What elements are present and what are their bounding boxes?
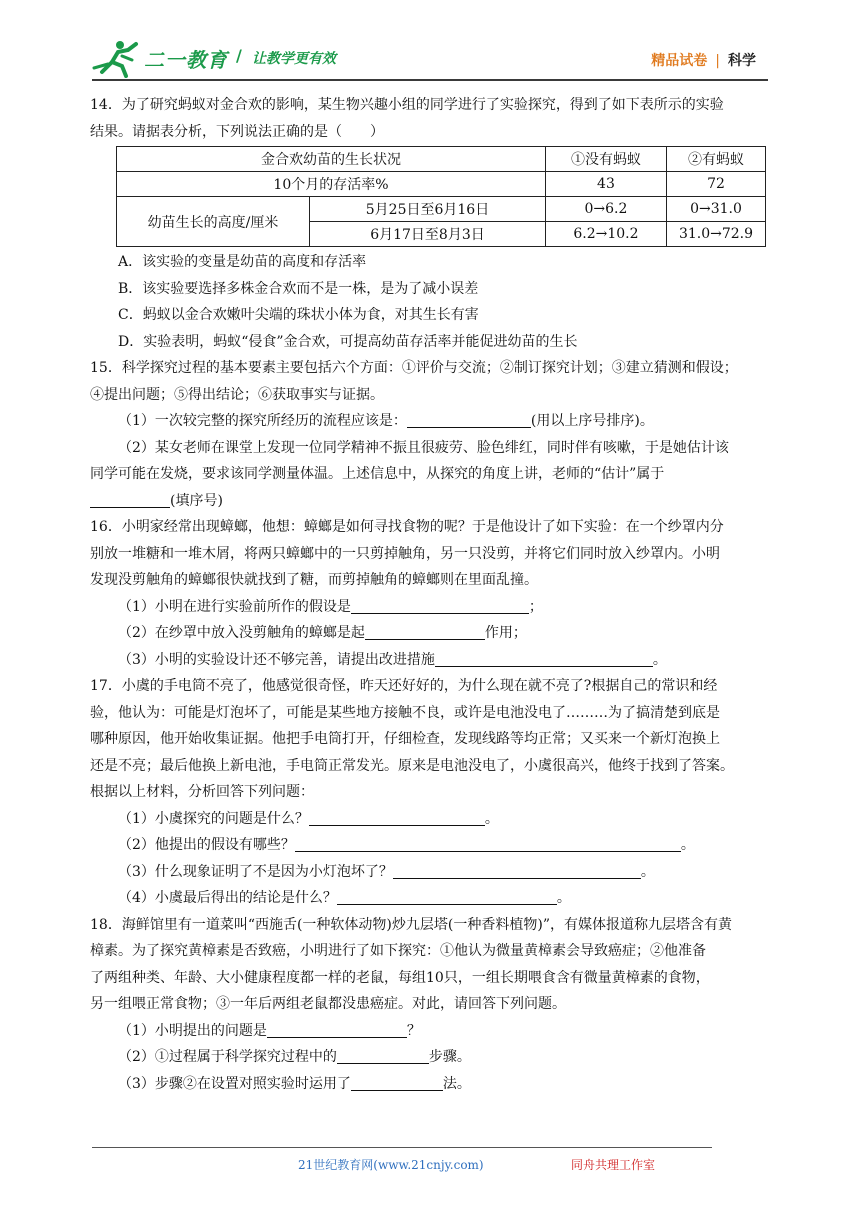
answer-blank[interactable] xyxy=(337,1047,429,1064)
q17-stem-line2: 验，他认为：可能是灯泡坏了，可能是某些地方接触不良，或许是电池没电了………为了搞清楚到底是 xyxy=(90,704,720,721)
q17-sub-end: 。 xyxy=(484,810,499,827)
table-header-cell: 金合欢幼苗的生长状况 xyxy=(117,147,546,172)
answer-blank[interactable] xyxy=(365,623,485,640)
q17-stem-line3: 哪种原因，他开始收集证据。他把手电筒打开，仔细检查，发现线路等均正常；又买来一个新灯泡换上 xyxy=(90,731,720,747)
question-14 xyxy=(90,92,770,355)
answer-blank[interactable] xyxy=(309,809,485,826)
q17-stem-line5: 根据以上材料，分析回答下列问题： xyxy=(90,784,314,800)
q18-sub1-text: （1）小明提出的问题是 xyxy=(118,1022,267,1039)
q15-sub2-line2: 同学可能在发烧，要求该同学测量体温。上述信息中，从探究的角度上讲，老师的“估计”属于 xyxy=(90,466,665,482)
question-16 xyxy=(90,514,770,673)
q18-stem-line1: 18．海鲜馆里有一道菜叫“西施舌(一种软体动物)炒九层塔(一种香料植物)”，有媒体报道称九层塔含有黄 xyxy=(90,916,732,933)
q16-stem-line1: 16．小明家经常出现蟑螂，他想：蟑螂是如何寻找食物的呢？于是他设计了如下实验：在一个纱罩内分 xyxy=(90,519,724,535)
header-separator: | xyxy=(715,53,720,69)
q18-sub3-text: （3）步骤②在设置对照实验时运用了 xyxy=(118,1075,351,1092)
q18-stem-line2: 樟素。为了探究黄樟素是否致癌，小明进行了如下探究：①他认为微量黄樟素会导致癌症；②他准备 xyxy=(90,943,706,959)
footer-studio: 同舟共理工作室 xyxy=(571,1158,656,1172)
footer-rule xyxy=(92,1147,712,1148)
table-cell: 43 xyxy=(545,172,666,197)
q15-sub1-text: （1）一次较完整的探究所经历的流程应该是： xyxy=(118,413,407,429)
question-15 xyxy=(90,355,770,514)
answer-blank[interactable] xyxy=(351,597,529,614)
table-cell: 31.0→72.9 xyxy=(666,222,765,247)
q17-sub-end: 。 xyxy=(556,890,571,906)
q18-sub2 xyxy=(90,1044,770,1071)
answer-blank[interactable] xyxy=(435,650,653,667)
q15-sub2-line1: （2）某女老师在课堂上发现一位同学精神不振且很疲劳、脸色绯红，同时伴有咳嗽，于是她估计该 xyxy=(118,439,729,456)
q14-stem-line2: 结果。请据表分析，下列说法正确的是（ ） xyxy=(90,123,384,140)
page-header xyxy=(92,34,768,80)
q15-sub2-line3 xyxy=(90,488,770,515)
q14-stem-line1: 14．为了研究蚂蚁对金合欢的影响，某生物兴趣小组的同学进行了实验探究，得到了如下表所示的实验 xyxy=(90,97,724,113)
header-slash: / xyxy=(236,46,242,65)
q16-sub1 xyxy=(90,594,770,621)
q17-sub1 xyxy=(90,806,770,833)
q17-sub3 xyxy=(90,859,770,886)
q17-sub4-text: （4）小虞最后得出的结论是什么？ xyxy=(118,890,337,906)
q16-sub3-text: （3）小明的实验设计还不够完善，请提出改进措施 xyxy=(118,651,435,668)
header-rule xyxy=(92,79,768,81)
question-17 xyxy=(90,673,770,912)
table-cell: 6月17日至8月3日 xyxy=(310,222,546,247)
q18-sub3 xyxy=(90,1071,770,1098)
q18-sub3-end: 法。 xyxy=(442,1075,471,1092)
q16-sub1-end: ； xyxy=(528,598,543,615)
answer-blank[interactable] xyxy=(351,1074,443,1091)
q14-option-b: B．该实验要选择多株金合欢而不是一株，是为了减小误差 xyxy=(118,280,479,297)
q18-sub1-end: ？ xyxy=(406,1022,421,1039)
answer-blank[interactable] xyxy=(90,491,170,508)
q17-sub-end: 。 xyxy=(680,837,695,853)
q16-stem-line2: 别放一堆糖和一堆木屑，将两只蟑螂中的一只剪掉触角，另一只没剪，并将它们同时放入纱罩内。小明 xyxy=(90,545,720,562)
q17-sub-end: 。 xyxy=(640,863,655,880)
header-tags xyxy=(651,50,756,70)
q18-stem-line4: 另一组喂正常食物；③一年后两组老鼠都没患癌症。对此，请回答下列问题。 xyxy=(90,996,566,1012)
q17-sub2-text: （2）他提出的假设有哪些？ xyxy=(118,837,295,853)
q16-sub1-text: （1）小明在进行实验前所作的假设是 xyxy=(118,598,351,615)
q14-option-c: C．蚂蚁以金合欢嫩叶尖端的珠状小体为食，对其生长有害 xyxy=(118,307,479,323)
q15-sub1 xyxy=(90,408,770,435)
q14-option-d: D．实验表明，蚂蚁“侵食”金合欢，可提高幼苗存活率并能促进幼苗的生长 xyxy=(118,333,578,350)
q16-sub2-end: 作用； xyxy=(484,625,527,641)
q18-sub2-end: 步骤。 xyxy=(428,1049,471,1065)
header-slogan: 让教学更有效 xyxy=(252,51,336,67)
q18-sub1 xyxy=(90,1018,770,1045)
table-cell: 0→6.2 xyxy=(545,197,666,222)
q16-sub2-text: （2）在纱罩中放入没剪触角的蟑螂是起 xyxy=(118,625,365,641)
answer-blank[interactable] xyxy=(267,1021,407,1038)
table-cell: 10个月的存活率% xyxy=(117,172,546,197)
header-subject: 科学 xyxy=(728,53,756,69)
table-header-cell: ②有蚂蚁 xyxy=(666,147,765,172)
q16-sub2 xyxy=(90,620,770,647)
q15-stem-line2: ④提出问题；⑤得出结论；⑥获取事实与证据。 xyxy=(90,386,384,403)
q16-sub3-end: 。 xyxy=(652,651,667,668)
table-cell: 幼苗生长的高度/厘米 xyxy=(117,197,310,247)
q17-sub1-text: （1）小虞探究的问题是什么？ xyxy=(118,810,309,827)
q16-sub3 xyxy=(90,647,770,674)
q17-sub3-text: （3）什么现象证明了不是因为小灯泡坏了？ xyxy=(118,863,393,880)
q14-results-table xyxy=(116,146,766,247)
q15-sub1-end: (用以上序号排序)。 xyxy=(530,413,654,429)
question-18 xyxy=(90,912,770,1098)
answer-blank[interactable] xyxy=(393,862,641,879)
runner-logo-icon xyxy=(92,38,392,78)
q18-sub2-text: （2）①过程属于科学探究过程中的 xyxy=(118,1049,337,1065)
q17-stem-line1: 17．小虞的手电筒不亮了，他感觉很奇怪，昨天还好好的，为什么现在就不亮了?根据自己的常识和经 xyxy=(90,678,718,694)
logo-text: 二一教育 xyxy=(144,48,228,72)
q15-sub2-end: (填序号) xyxy=(170,492,223,509)
answer-blank[interactable] xyxy=(407,411,531,428)
q17-sub4 xyxy=(90,885,770,912)
answer-blank[interactable] xyxy=(337,888,557,905)
header-tag: 精品试卷 xyxy=(651,53,708,69)
q18-stem-line3: 了两组种类、年龄、大小健康程度都一样的老鼠，每组10只，一组长期喂食含有微量黄樟素的食物， xyxy=(90,969,710,986)
q14-option-a: A．该实验的变量是幼苗的高度和存活率 xyxy=(118,254,367,270)
table-cell: 0→31.0 xyxy=(666,197,765,222)
footer-site: 21世纪教育网(www.21cnjy.com) xyxy=(298,1158,484,1172)
exam-content xyxy=(90,92,770,1097)
table-cell: 5月25日至6月16日 xyxy=(310,197,546,222)
table-cell: 72 xyxy=(666,172,765,197)
q17-stem-line4: 还是不亮；最后他换上新电池，手电筒正常发光。原来是电池没电了，小虞很高兴，他终于找到了答案。 xyxy=(90,757,734,774)
q15-stem-line1: 15．科学探究过程的基本要素主要包括六个方面：①评价与交流；②制订探究计划；③建立猜测和假设； xyxy=(90,360,738,376)
table-cell: 6.2→10.2 xyxy=(545,222,666,247)
q17-sub2 xyxy=(90,832,770,859)
q16-stem-line3: 发现没剪触角的蟑螂很快就找到了糖，而剪掉触角的蟑螂则在里面乱撞。 xyxy=(90,572,538,588)
answer-blank[interactable] xyxy=(295,835,681,852)
table-header-cell: ①没有蚂蚁 xyxy=(545,147,666,172)
